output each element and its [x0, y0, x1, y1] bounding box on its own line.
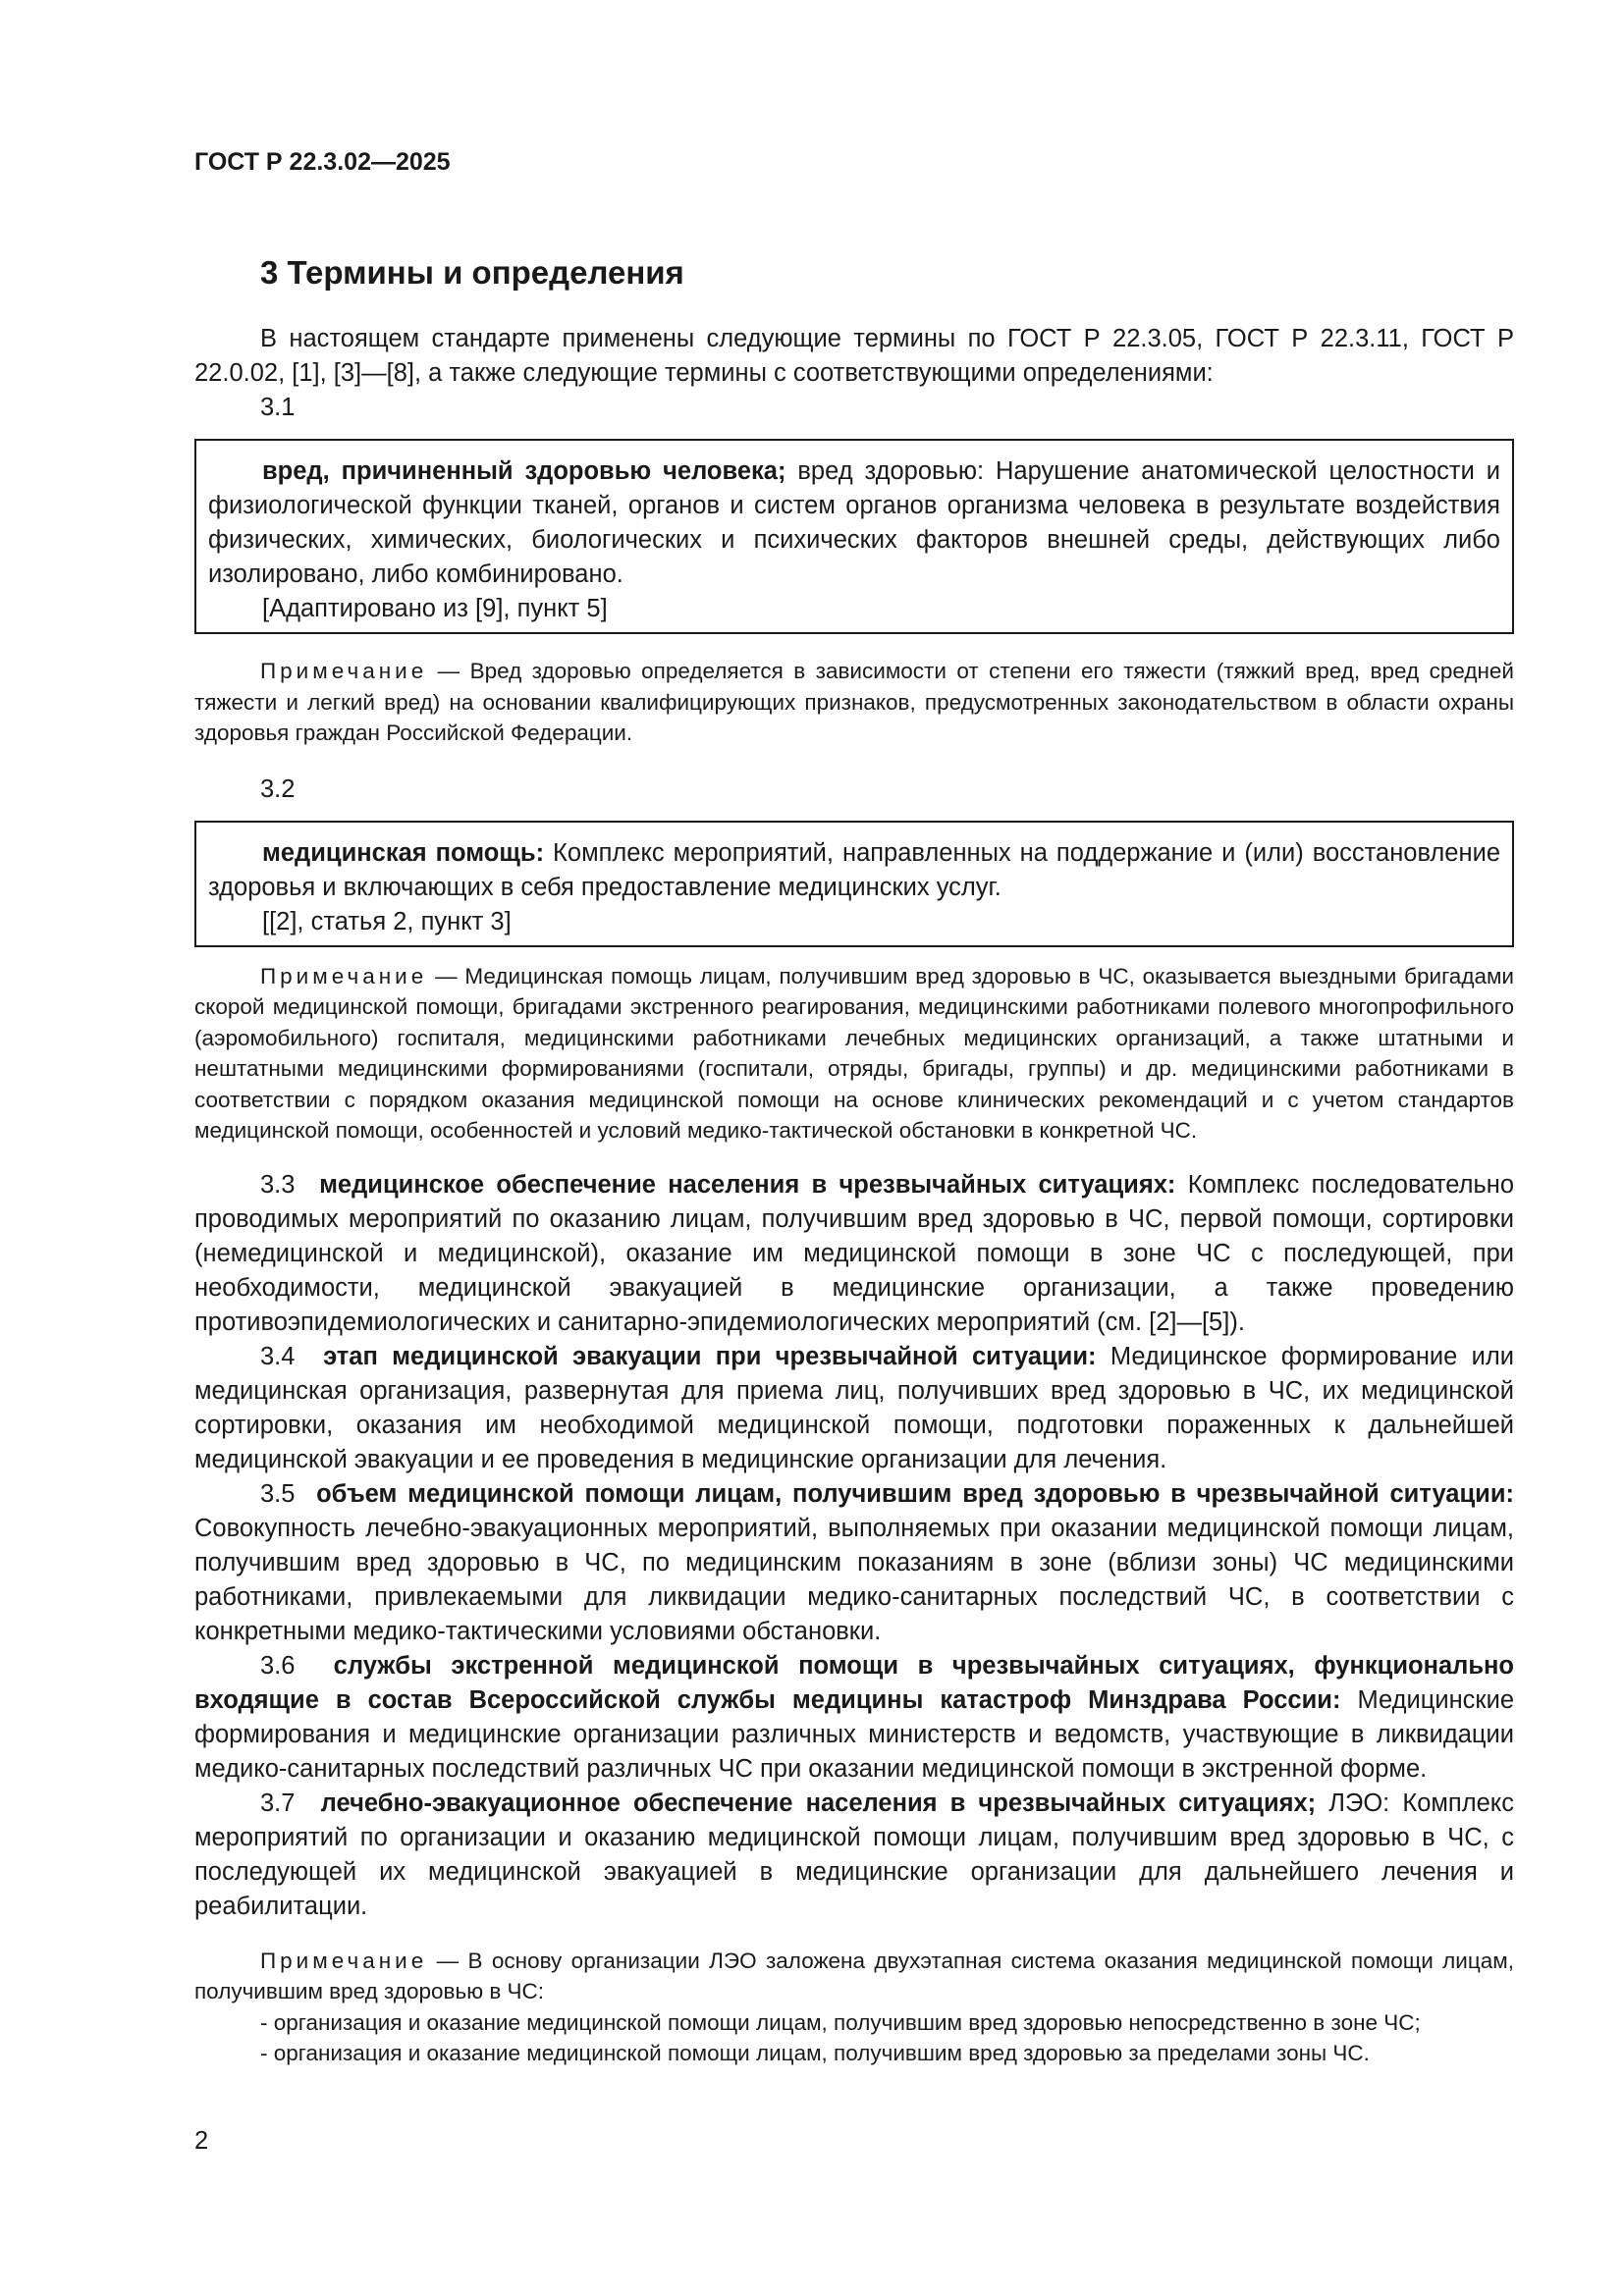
document-page — [194, 147, 1514, 2069]
term-body: Комплекс мероприятий, направленных на поддержание и (или) восстановление здоровья и включающих в себя предоставление медицинских услуг. — [208, 838, 1500, 901]
note-text: — В основу организации ЛЭО заложена двухэтапная система оказания медицинской помощи лицам, получившим вред здоровью в ЧС: — [194, 1948, 1514, 2003]
note-label: Примечание — [260, 659, 428, 683]
definitions-list — [194, 1168, 1514, 1924]
definition-3-6 — [194, 1649, 1514, 1787]
term-name: этап медицинской эвакуации при чрезвычайной ситуации: — [323, 1342, 1097, 1370]
term-name: объем медицинской помощи лицам, получившим вред здоровью в чрезвычайной ситуации: — [316, 1479, 1514, 1508]
term-definition-3-2 — [208, 836, 1500, 905]
term-body: Комплекс последовательно проводимых мероприятий по оказанию лицам, получившим вред здоровью в ЧС, первой помощи, сортировки (немедицинской и медицинской), оказание им медицинской помощи в зоне ЧС с последующей, при необходимости, медицинской эвакуацией в медицинские организации, а также проведению противоэпидемиологических и санитарно-эпидемиологических мероприятий (см. [2]—[5]). — [194, 1170, 1514, 1336]
definition-3-7 — [194, 1787, 1514, 1924]
definition-number: 3.3 — [260, 1170, 296, 1199]
definition-number: 3.7 — [260, 1789, 296, 1817]
definition-number: 3.6 — [260, 1651, 296, 1680]
term-body: Медицинские формирования и медицинские организации различных министерств и ведомств, участвующие в ликвидации медико-санитарных последствий различных ЧС при оказании медицинской помощи в экстренной форме. — [194, 1685, 1515, 1783]
note-text: — Вред здоровью определяется в зависимости от степени его тяжести (тяжкий вред, вред средней тяжести и легкий вред) на основании квалифицирующих признаков, предусмотренных законодательством в области охраны здоровья граждан Российской Федерации. — [194, 659, 1514, 745]
term-body: Совокупность лечебно-эвакуационных мероприятий, выполняемых при оказании медицинской помощи лицам, получившим вред здоровью в ЧС, по медицинским показаниям в зоне (вблизи зоны) ЧС медицинскими работниками, привлекаемыми для ликвидации медико-санитарных последствий ЧС, в соответствии с конкретными медико-тактическими условиями обстановки. — [194, 1514, 1514, 1645]
term-name: медицинское обеспечение населения в чрезвычайных ситуациях: — [319, 1170, 1176, 1199]
note-label: Примечание — [260, 963, 428, 988]
note-list-item: - организация и оказание медицинской помощи лицам, получившим вред здоровью непосредственно в зоне ЧС; — [260, 2009, 1421, 2035]
term-source-3-2: [[2], статья 2, пункт 3] — [262, 907, 512, 935]
intro-paragraph: В настоящем стандарте применены следующие термины по ГОСТ Р 22.3.05, ГОСТ Р 22.3.11, ГОСТ Р 22.0.02, [1], [3]—[8], а также следующие термины с соответствующими определениями: — [194, 325, 1514, 387]
term-body: ЛЭО: Комплекс мероприятий по организации и оказанию медицинской помощи лицам, получившим вред здоровью в ЧС, с последующей их медицинской эвакуацией в медицинские организации для дальнейшего лечения и реабилитации. — [194, 1789, 1514, 1920]
term-name: медицинская помощь: — [262, 838, 545, 867]
term-box-3-2 — [194, 821, 1514, 947]
definition-3-5 — [194, 1477, 1514, 1649]
note-list-item: - организация и оказание медицинской помощи лицам, получившим вред здоровью за пределами зоны ЧС. — [260, 2041, 1370, 2065]
term-number-3-2: 3.2 — [260, 774, 296, 803]
note-label: Примечание — [260, 1948, 428, 1973]
section-title: 3 Термины и определения — [260, 254, 684, 291]
term-name: лечебно-эвакуационное обеспечение населения в чрезвычайных ситуациях; — [320, 1789, 1317, 1817]
definition-number: 3.4 — [260, 1342, 296, 1370]
term-name: вред, причиненный здоровью человека; — [262, 457, 786, 485]
definition-number: 3.5 — [260, 1479, 296, 1508]
note-text: — Медицинская помощь лицам, получившим вред здоровью в ЧС, оказывается выездными бригадами скорой медицинской помощи, бригадами экстренного реагирования, медицинскими работниками полевого многопрофильного (аэромобильного) госпиталя, медицинскими работниками лечебных медицинских организаций, а также штатными и нештатными медицинскими формированиями (госпитали, отряды, бригады, группы) и др. медицинскими работниками в соответствии с порядком оказания медицинской помощи на основе клинических рекомендаций и с учетом стандартов медицинской помощи, особенностей и условий медико-тактической обстановки в конкретной ЧС. — [194, 963, 1514, 1143]
term-number-3-1: 3.1 — [260, 394, 296, 421]
term-box-3-1 — [194, 439, 1514, 634]
term-definition-3-1 — [208, 454, 1500, 592]
document-code-header: ГОСТ Р 22.3.02—2025 — [194, 148, 451, 176]
term-source-3-1: [Адаптировано из [9], пункт 5] — [262, 595, 608, 622]
definition-3-4 — [194, 1340, 1514, 1477]
page-number: 2 — [194, 2127, 209, 2155]
term-name: службы экстренной медицинской помощи в чрезвычайных ситуациях, функционально входящие в состав Всероссийской службы медицины катастроф Минздрава России: — [194, 1651, 1515, 1714]
note-3-1 — [194, 656, 1514, 749]
term-body: вред здоровью: Нарушение анатомической целостности и физиологической функции тканей, органов и систем органов организма человека в результате воздействия физических, химических, биологических и психических факторов внешней среды, действующих либо изолировано, либо комбинировано. — [208, 457, 1500, 588]
term-body: Медицинское формирование или медицинская организация, развернутая для приема лиц, получивших вред здоровью в ЧС, их медицинской сортировки, оказания им необходимой медицинской помощи, подготовки пораженных к дальнейшей медицинской эвакуации и ее проведения в медицинские организации для лечения. — [194, 1342, 1514, 1473]
note-3-7 — [194, 1946, 1514, 2007]
note-3-2 — [194, 961, 1514, 1147]
definition-3-3 — [194, 1168, 1514, 1340]
